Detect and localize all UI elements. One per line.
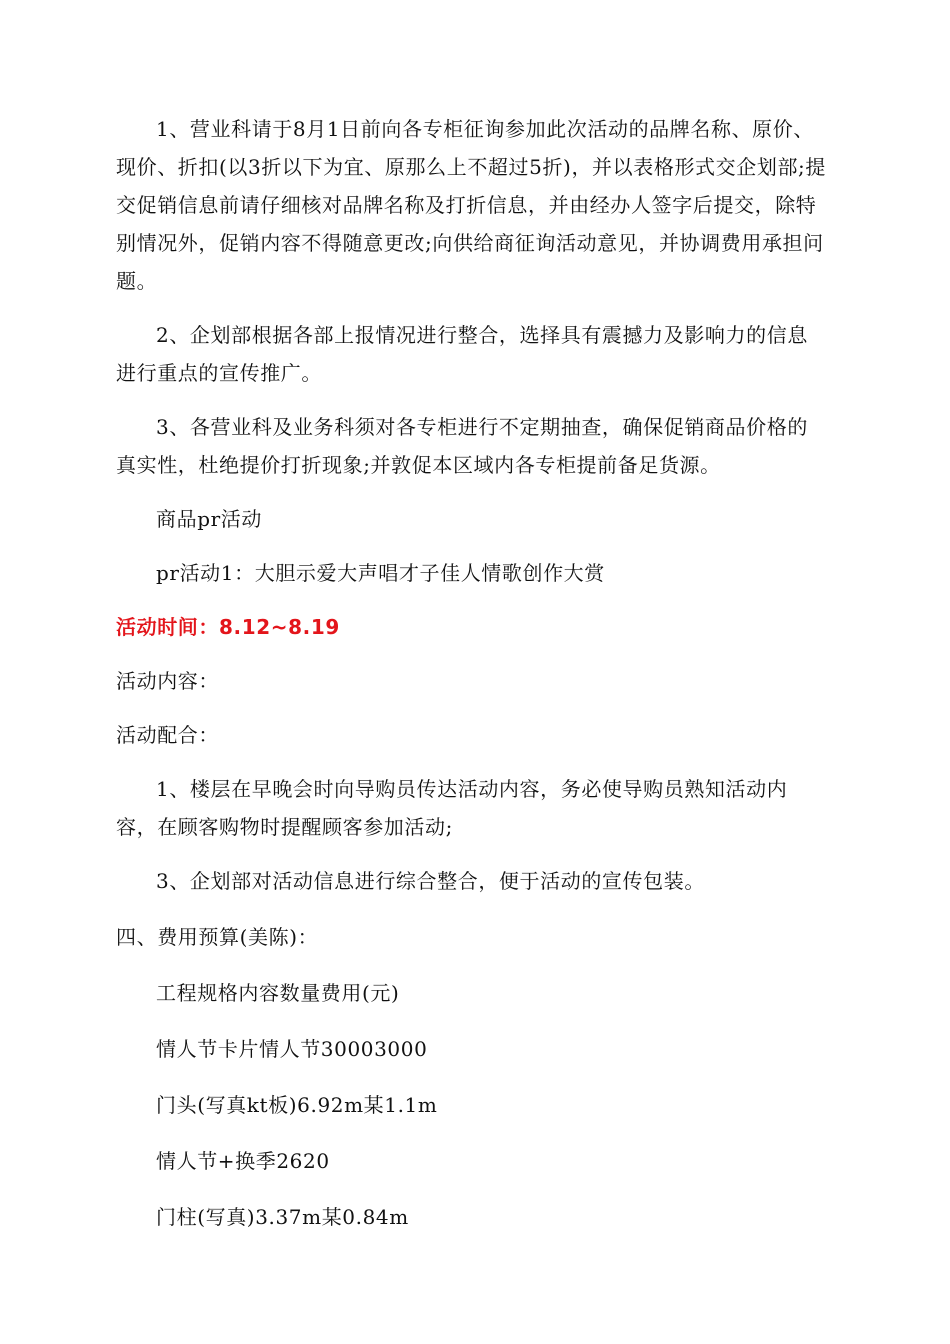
document-page	[116, 110, 828, 1236]
paragraph-planning-department-integration: 2、企划部根据各部上报情况进行整合，选择具有震撼力及影响力的信息进行重点的宣传推广。	[116, 323, 808, 385]
budget-item-door-pillar: 门柱(写真)3.37m某0.84m	[156, 1205, 409, 1229]
budget-table-header: 工程规格内容数量费用(元)	[156, 981, 400, 1005]
paragraph-product-pr-activity: 商品pr活动	[156, 507, 262, 531]
budget-item-entrance-kt-board: 门头(写真kt板)6.92m某1.1m	[156, 1093, 438, 1117]
paragraph-planning-packaging: 3、企划部对活动信息进行综合整合，便于活动的宣传包装。	[156, 869, 705, 893]
activity-content-label: 活动内容：	[116, 669, 219, 693]
budget-section-heading: 四、费用预算(美陈)：	[116, 925, 319, 949]
paragraph-floor-briefing: 1、楼层在早晚会时向导购员传达活动内容，务必使导购员熟知活动内容，在顾客购物时提醒顾客参加活动;	[116, 777, 788, 839]
budget-item-valentine-cards: 情人节卡片情人节30003000	[156, 1037, 428, 1061]
activity-coordination-label: 活动配合：	[116, 723, 219, 747]
activity-time-heading: 活动时间：8.12~8.19	[116, 615, 340, 639]
paragraph-sales-department-instructions: 1、营业科请于8月1日前向各专柜征询参加此次活动的品牌名称、原价、现价、折扣(以3折以下为宜、原那么上不超过5折)，并以表格形式交企划部;提交促销信息前请仔细核对品牌名称及打折信息，并由经办人签字后提交，除特别情况外，促销内容不得随意更改;向供给商征询活动意见，并协调费用承担问题。	[116, 117, 826, 293]
paragraph-spot-check-requirements: 3、各营业科及业务科须对各专柜进行不定期抽查，确保促销商品价格的真实性，杜绝提价打折现象;并敦促本区域内各专柜提前备足货源。	[116, 415, 808, 477]
budget-item-valentine-season-change: 情人节+换季2620	[156, 1149, 330, 1173]
paragraph-pr-activity-1-title: pr活动1：大胆示爱大声唱才子佳人情歌创作大赏	[156, 561, 605, 585]
